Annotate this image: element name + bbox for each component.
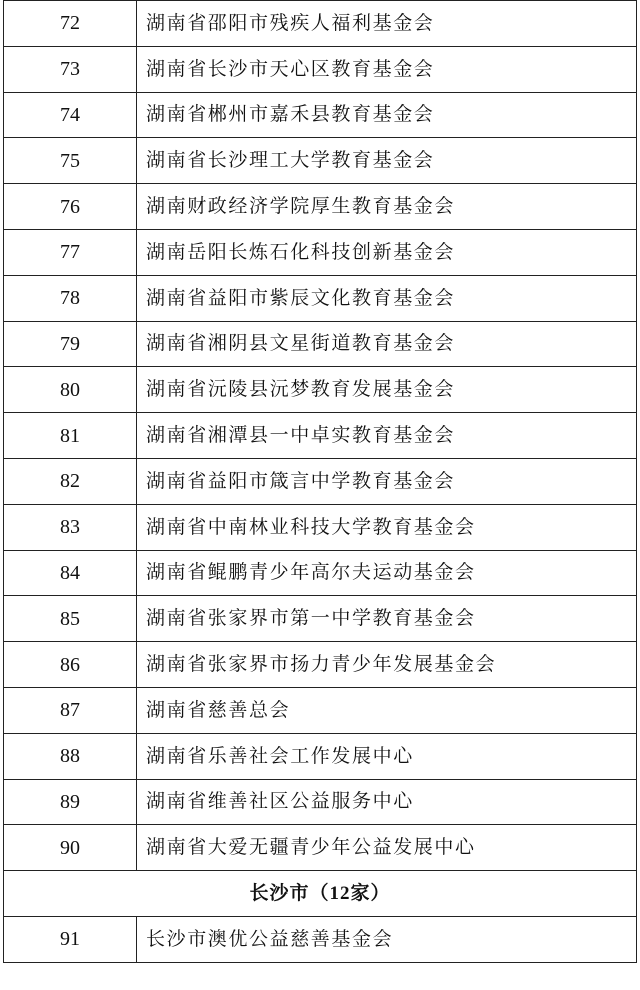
row-number: 78 <box>4 275 137 321</box>
section-city: 长沙市 <box>249 882 310 905</box>
table-row <box>4 1 637 47</box>
organization-list-table <box>3 0 637 963</box>
table-row <box>4 733 637 779</box>
organization-name: 湖南省慈善总会 <box>137 687 637 733</box>
row-number: 77 <box>4 229 137 275</box>
row-number: 84 <box>4 550 137 596</box>
section-close-paren: ） <box>370 882 391 905</box>
row-number: 83 <box>4 504 137 550</box>
organization-name: 湖南省张家界市扬力青少年发展基金会 <box>137 642 637 688</box>
section-header-row <box>4 871 637 917</box>
table-row <box>4 229 637 275</box>
table-row <box>4 92 637 138</box>
table-row <box>4 46 637 92</box>
table-row <box>4 779 637 825</box>
organization-name: 湖南省沅陵县沅梦教育发展基金会 <box>137 367 637 413</box>
table-row <box>4 504 637 550</box>
organization-name: 湖南省长沙理工大学教育基金会 <box>137 138 637 184</box>
table-row <box>4 321 637 367</box>
organization-name: 湖南省湘潭县一中卓实教育基金会 <box>137 413 637 459</box>
table-row <box>4 138 637 184</box>
row-number: 79 <box>4 321 137 367</box>
table-row <box>4 642 637 688</box>
section-count: 12 <box>329 883 351 905</box>
organization-name: 湖南省长沙市天心区教育基金会 <box>137 46 637 92</box>
row-number: 81 <box>4 413 137 459</box>
table-row <box>4 825 637 871</box>
row-number: 88 <box>4 733 137 779</box>
organization-name: 长沙市澳优公益慈善基金会 <box>137 916 637 962</box>
organization-name: 湖南省邵阳市残疾人福利基金会 <box>137 1 637 47</box>
organization-name: 湖南省大爱无疆青少年公益发展中心 <box>137 825 637 871</box>
section-header-group <box>4 871 637 917</box>
table-row <box>4 687 637 733</box>
row-number: 82 <box>4 458 137 504</box>
row-number: 86 <box>4 642 137 688</box>
table-body-part-1 <box>4 1 637 871</box>
row-number: 73 <box>4 46 137 92</box>
row-number: 80 <box>4 367 137 413</box>
organization-name: 湖南省鲲鹏青少年高尔夫运动基金会 <box>137 550 637 596</box>
section-unit: 家 <box>350 882 371 905</box>
table-row <box>4 458 637 504</box>
organization-name: 湖南省益阳市箴言中学教育基金会 <box>137 458 637 504</box>
row-number: 85 <box>4 596 137 642</box>
table-row <box>4 596 637 642</box>
organization-name: 湖南省湘阴县文星街道教育基金会 <box>137 321 637 367</box>
organization-name: 湖南省郴州市嘉禾县教育基金会 <box>137 92 637 138</box>
organization-name: 湖南岳阳长炼石化科技创新基金会 <box>137 229 637 275</box>
table-row <box>4 916 637 962</box>
section-open-paren: （ <box>309 882 330 905</box>
section-header-cell <box>4 871 637 917</box>
organization-name: 湖南省乐善社会工作发展中心 <box>137 733 637 779</box>
table-row <box>4 367 637 413</box>
row-number: 75 <box>4 138 137 184</box>
organization-name: 湖南省张家界市第一中学教育基金会 <box>137 596 637 642</box>
table-row <box>4 550 637 596</box>
row-number: 72 <box>4 1 137 47</box>
table-row <box>4 184 637 230</box>
row-number: 74 <box>4 92 137 138</box>
organization-name: 湖南财政经济学院厚生教育基金会 <box>137 184 637 230</box>
row-number: 76 <box>4 184 137 230</box>
row-number: 91 <box>4 916 137 962</box>
row-number: 89 <box>4 779 137 825</box>
table-body-part-2 <box>4 916 637 962</box>
organization-name: 湖南省益阳市紫辰文化教育基金会 <box>137 275 637 321</box>
table-row <box>4 413 637 459</box>
row-number: 90 <box>4 825 137 871</box>
organization-name: 湖南省维善社区公益服务中心 <box>137 779 637 825</box>
organization-name: 湖南省中南林业科技大学教育基金会 <box>137 504 637 550</box>
table-row <box>4 275 637 321</box>
row-number: 87 <box>4 687 137 733</box>
